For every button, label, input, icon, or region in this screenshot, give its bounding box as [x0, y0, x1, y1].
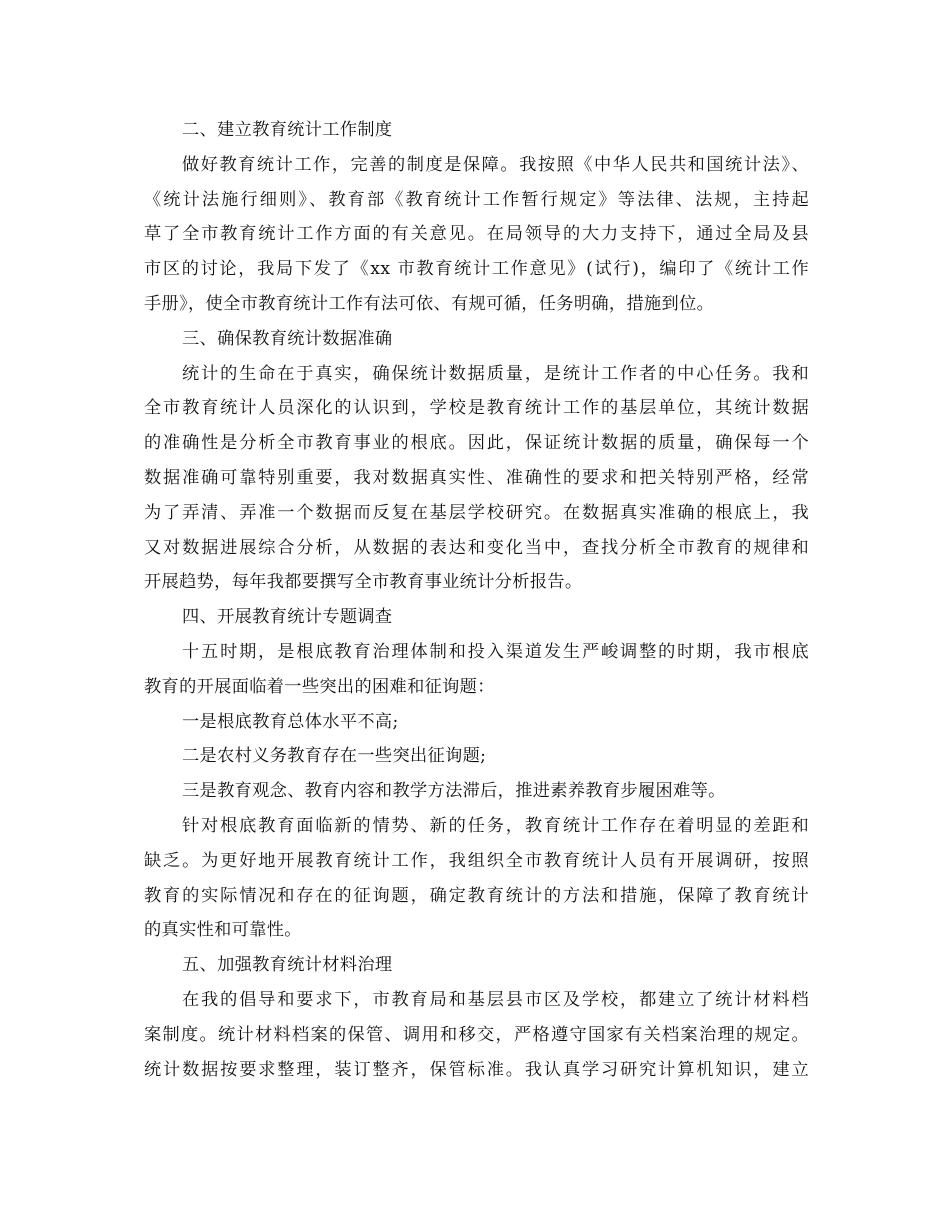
paragraph-line: 统计数据按要求整理，装订整齐，保管标准。我认真学习研究计算机知识，建立	[144, 1059, 809, 1080]
paragraph-line: 缺乏。为更好地开展教育统计工作，我组织全市教育统计人员有开展调研，按照	[144, 850, 809, 871]
paragraph-line: 又对数据进展综合分析，从数据的表达和变化当中，查找分析全市教育的规律和	[144, 537, 809, 558]
list-item: 二是农村义务教育存在一些突出征询题;	[182, 746, 487, 767]
section-heading-5: 五、加强教育统计材料治理	[182, 955, 393, 976]
paragraph-line: 开展趋势，每年我都要撰写全市教育事业统计分析报告。	[144, 572, 583, 593]
paragraph-line: 统计的生命在于真实，确保统计数据质量，是统计工作者的中心任务。我和	[182, 363, 809, 384]
list-item: 一是根底教育总体水平不高;	[182, 711, 399, 732]
paragraph-line: 十五时期，是根底教育治理体制和投入渠道发生严峻调整的时期，我市根底	[182, 641, 809, 662]
paragraph-line: 数据准确可靠特别重要，我对数据真实性、准确性的要求和把关特别严格，经常	[144, 467, 809, 488]
paragraph-line: 的真实性和可靠性。	[144, 920, 302, 941]
paragraph-line: 教育的开展面临着一些突出的困难和征询题：	[144, 676, 495, 697]
document-body	[144, 113, 809, 1087]
paragraph-line: 做好教育统计工作，完善的制度是保障。我按照《中华人民共和国统计法》、	[182, 154, 809, 175]
paragraph-line: 案制度。统计材料档案的保管、调用和移交，严格遵守国家有关档案治理的规定。	[144, 1024, 809, 1045]
paragraph-line: 教育的实际情况和存在的征询题，确定教育统计的方法和措施，保障了教育统计	[144, 885, 809, 906]
list-item: 三是教育观念、教育内容和教学方法滞后，推进素养教育步履困难等。	[182, 781, 726, 802]
paragraph-line: 市区的讨论，我局下发了《xx 市教育统计工作意见》(试行)，编印了《统计工作	[144, 259, 809, 280]
paragraph-line: 手册》，使全市教育统计工作有法可依、有规可循，任务明确，措施到位。	[144, 293, 715, 314]
paragraph-line: 在我的倡导和要求下，市教育局和基层县市区及学校，都建立了统计材料档	[182, 989, 809, 1010]
section-heading-3: 三、确保教育统计数据准确	[182, 328, 393, 349]
paragraph-line: 全市教育统计人员深化的认识到，学校是教育统计工作的基层单位，其统计数据	[144, 398, 809, 419]
section-heading-2: 二、建立教育统计工作制度	[182, 120, 393, 140]
section-heading-4: 四、开展教育统计专题调查	[182, 607, 393, 628]
paragraph-line: 针对根底教育面临新的情势、新的任务，教育统计工作存在着明显的差距和	[182, 815, 809, 836]
paragraph-line: 为了弄清、弄准一个数据而反复在基层学校研究。在数据真实准确的根底上，我	[144, 502, 809, 523]
paragraph-line: 草了全市教育统计工作方面的有关意见。在局领导的大力支持下，通过全局及县	[144, 224, 809, 245]
paragraph-line: 的准确性是分析全市教育事业的根底。因此，保证统计数据的质量，确保每一个	[144, 433, 809, 454]
paragraph-line: 《统计法施行细则》、教育部《教育统计工作暂行规定》等法律、法规，主持起	[144, 189, 809, 210]
